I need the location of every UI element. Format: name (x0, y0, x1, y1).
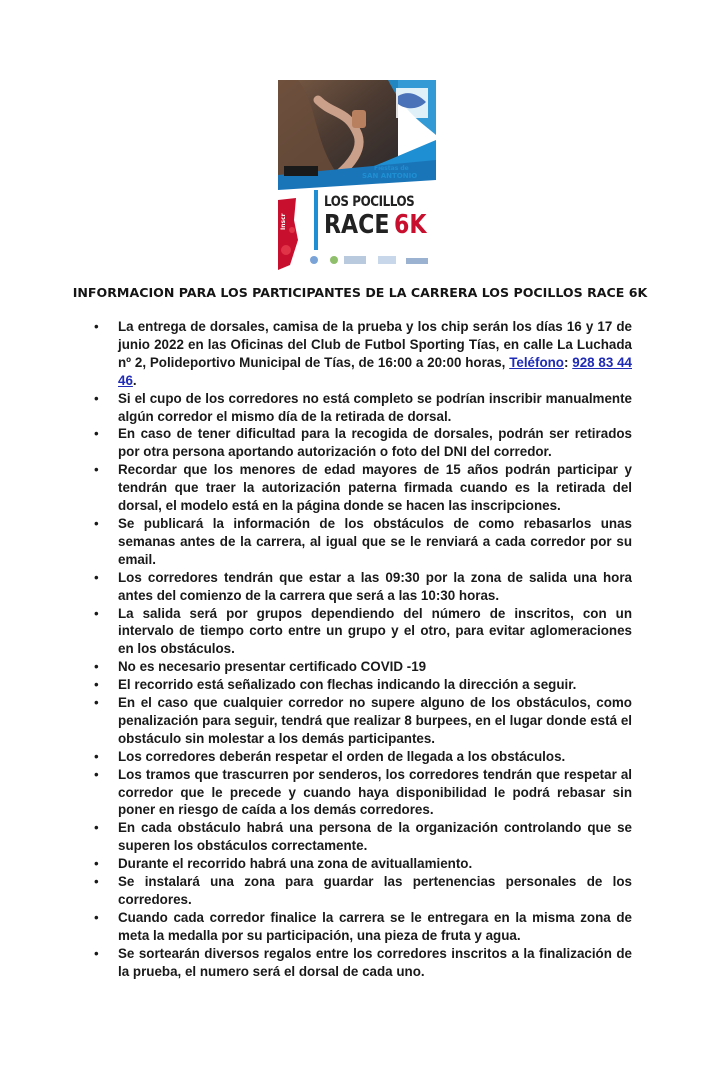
list-item (92, 318, 632, 390)
phone-label-link[interactable]: Teléfono (509, 354, 564, 370)
participant-info-list (92, 318, 632, 981)
list-item (92, 658, 632, 676)
item-text: Si el cupo de los corredores no está completo se podrían inscribir manualmente algún corredor el mismo día de la retirada de dorsal. (118, 390, 632, 424)
item-text: La salida será por grupos dependiendo del número de inscritos, con un intervalo de tiempo corto entre un grupo y el otro, para evitar aglomeraciones en los obstáculos. (118, 605, 632, 657)
list-item (92, 945, 632, 981)
phone-number-link[interactable]: 928 83 44 46 (118, 354, 632, 388)
bullet: • (94, 748, 99, 764)
bullet: • (94, 945, 99, 961)
item-text: Se instalará una zona para guardar las pertenencias personales de los corredores. (118, 874, 632, 907)
list-item (92, 855, 632, 873)
bullet: • (94, 462, 99, 478)
bullet: • (94, 909, 99, 925)
bullet: • (94, 677, 99, 693)
list-item (92, 461, 632, 515)
bullet: • (94, 856, 99, 872)
list-item (92, 605, 632, 659)
item-text: Los corredores deberán respetar el orden de llegada a los obstáculos. (118, 748, 566, 764)
item-text: Se sortearán diversos regalos entre los corredores inscritos a la finalización de la prueba, el numero será el dorsal de cada uno. (118, 945, 632, 979)
list-item (92, 515, 632, 569)
item-text: La entrega de dorsales, camisa de la prueba y los chip serán los días 16 y 17 de junio 2022 en las Oficinas del Club de Futbol Sporting Tías, en calle La Luchada nº 2, Polideportivo Municipal de Tías, de 16:00 a 20:00 horas, (118, 319, 632, 370)
bullet: • (94, 874, 99, 890)
bullet: • (94, 695, 99, 711)
item-text: El recorrido está señalizado con flechas indicando la dirección a seguir. (118, 677, 577, 693)
item-text: Recordar que los menores de edad mayores de 15 años podrán participar y tendrán que traer la autorización paterna firmada cuando es la retirada del dorsal, el modelo está en la página donde se hacen las inscripciones. (118, 462, 632, 514)
list-item (92, 819, 632, 855)
bullet: • (94, 605, 99, 621)
race-poster-image (278, 80, 436, 272)
poster-title-2: RACE (324, 210, 390, 240)
item-text: Cuando cada corredor finalice la carrera se le entregara en la misma zona de meta la medalla por su participación, una pieza de fruta y agua. (118, 909, 632, 943)
item-text: Los tramos que trascurren por senderos, los corredores tendrán que respetar al corredor que le precede y cuando haya disponibilidad le podrá rebasar sin poner en riesgo de caída a los demás corredores. (118, 766, 632, 818)
bullet: • (94, 569, 99, 585)
page-heading: INFORMACION PARA LOS PARTICIPANTES DE LA CARRERA LOS POCILLOS RACE 6K (72, 285, 648, 300)
item-text: En el caso que cualquier corredor no supere alguno de los obstáculos, como penalización para seguir, tendrá que realizar 8 burpees, en el lugar donde está el obstáculo sin molestar a los demás participantes. (118, 695, 632, 746)
list-item (92, 425, 632, 461)
list-item (92, 390, 632, 426)
list-item (92, 909, 632, 945)
item-text: En cada obstáculo habrá una persona de la organización controlando que se superen los obstáculos correctamente. (118, 820, 632, 854)
bullet: • (94, 426, 99, 442)
bullet: • (94, 659, 99, 675)
bullet: • (94, 766, 99, 782)
bullet: • (94, 319, 99, 334)
list-item (92, 676, 632, 694)
item-text: No es necesario presentar certificado COVID -19 (118, 659, 427, 675)
poster-title-3: 6K (394, 210, 427, 240)
item-text: : (564, 354, 573, 370)
item-text: Durante el recorrido habrá una zona de avituallamiento. (118, 856, 473, 872)
bullet: • (94, 515, 99, 531)
poster-line2: SAN ANTONIO (362, 172, 418, 180)
list-item (92, 873, 632, 909)
item-text: En caso de tener dificultad para la recogida de dorsales, podrán ser retirados por otra persona aportando autorización o foto del DNI del corredor. (118, 426, 632, 460)
poster-side-text: Inscr (280, 213, 287, 230)
item-text: Se publicará la información de los obstáculos de como rebasarlos unas semanas antes de la carrera, al igual que se le renviará a cada corredor por su email. (118, 515, 632, 567)
item-text: . (132, 372, 137, 388)
list-item (92, 766, 632, 820)
item-text: Los corredores tendrán que estar a las 09:30 por la zona de salida una hora antes del comienzo de la carrera que será a las 10:30 horas. (118, 569, 632, 603)
bullet: • (94, 390, 99, 406)
poster-line1: Fiestas de (374, 165, 409, 172)
bullet: • (94, 820, 99, 836)
list-item (92, 748, 632, 766)
list-item (92, 694, 632, 748)
poster-title-1: LOS POCILLOS (324, 194, 415, 210)
list-item (92, 569, 632, 605)
